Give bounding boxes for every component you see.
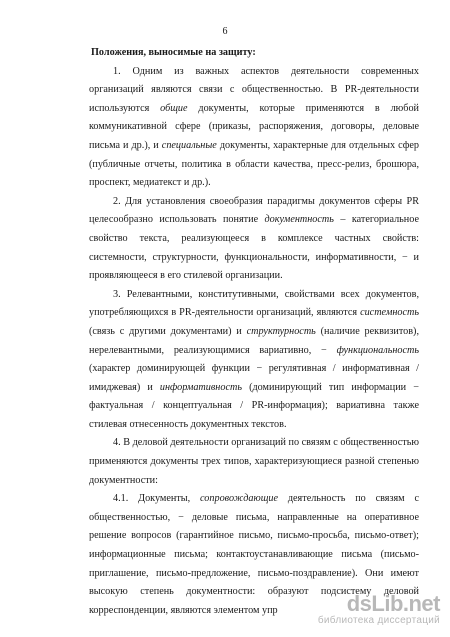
paragraph-4-1-text-c: деятельность по связям с общественностью, − деловые письма, направленные на оперативное решение вопросов (гарантийное письмо, письмо-просьба, письмо-ответ); информационные письма; контактоустанавливающие письма (письмо-приглашение, письмо-предложение, письмо-поздравление). Они имеют высокую степень документности: образуют подсистему деловой корреспонденции, являются элементом упр (89, 493, 419, 616)
paragraph-3-text-g: (характер доминирующей функции − регулятивная / информативная / имиджевая) и (89, 363, 419, 393)
term-functionality: функциональность (336, 344, 419, 356)
paragraph-1-text-c: документы, которые применяются в любой коммуникативной сфере (приказы, распоряжения, договоры, деловые письма и др.), и (89, 102, 419, 151)
paragraph-3 (89, 286, 419, 435)
paragraph-4: 4. В деловой деятельности организаций по связям с общественностью применяются документы трех типов, характеризующиеся разной степенью документности: (89, 437, 419, 486)
paragraph-1 (89, 63, 419, 193)
term-informativeness: информативность (159, 381, 242, 393)
paragraph-2-text-a: 2. Для установления своеобразия парадигмы документов сферы PR целесообразно использовать понятие (89, 195, 419, 226)
document-body (89, 44, 419, 620)
term-general: общие (160, 102, 188, 114)
paragraph-1-text-e: документы, характерные для отдельных сфер (публичные отчеты, политика в области качества, пресс-релиз, брошюра, проспект, медиатекст и др.). (89, 139, 419, 189)
section-heading: Положения, выносимые на защиту: (91, 47, 256, 58)
paragraph-2 (89, 193, 419, 286)
term-accompanying: сопровождающие (200, 493, 279, 505)
term-special: специальные (161, 139, 217, 151)
term-documentness: документность (264, 214, 334, 226)
page-number: 6 (222, 26, 228, 37)
term-structuredness: структурность (246, 325, 316, 337)
watermark-logo: dsLib.net (346, 591, 440, 616)
watermark (318, 593, 440, 627)
watermark-caption: библиотека диссертаций (317, 615, 440, 626)
paragraph-3-text-i: (доминирующий тип информации − фактуальная / концептуальная / PR-информация); вариативна также стилевая отнесенность документных текстов. (89, 381, 419, 430)
paragraph-3-text-e: (наличие реквизитов), нерелевантными, реализующимися вариативно, − (89, 325, 419, 356)
paragraph-1-text-a: 1. Одним из важных аспектов деятельности современных организаций являются связи с общественностью. В PR-деятельности используются (89, 65, 419, 114)
paragraph-4-1-text-a: 4.1. Документы, (113, 493, 201, 505)
paragraph-3-text-a: 3. Релевантными, конститутивными, свойствами всех документов, употребляющихся в PR-деятельности организаций, являются (89, 288, 419, 319)
term-systemness: системность (360, 307, 419, 319)
paragraph-3-text-c: (связь с другими документами) и (89, 325, 247, 337)
paragraph-2-text-c: – категориальное свойство текста, реализующееся в комплексе частных свойств: системности, структурности, функциональности, информативности, − и проявляющееся в его стилевой организации. (89, 214, 420, 282)
